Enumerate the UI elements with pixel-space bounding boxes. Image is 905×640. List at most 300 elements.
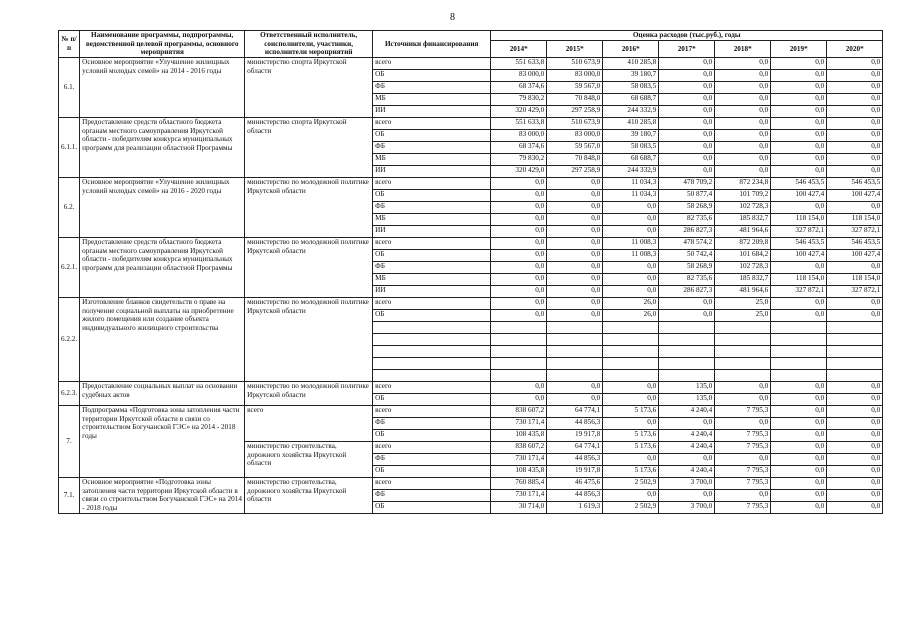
amount-cell: 0,0 [715, 57, 771, 69]
amount-cell: 25,0 [715, 297, 771, 309]
amount-cell: 19 917,8 [547, 465, 603, 477]
empty-cell [771, 357, 827, 369]
amount-cell: 0,0 [547, 381, 603, 393]
amount-cell: 410 285,8 [603, 117, 659, 129]
amount-cell: 0,0 [715, 489, 771, 501]
executor: министерство по молодежной политике Иркутской области [245, 381, 373, 405]
amount-cell: 44 856,3 [547, 489, 603, 501]
empty-cell [547, 321, 603, 333]
amount-cell: 79 830,2 [491, 93, 547, 105]
amount-cell: 7 795,3 [715, 465, 771, 477]
amount-cell: 25,0 [715, 309, 771, 321]
amount-cell: 185 832,7 [715, 213, 771, 225]
empty-cell [659, 369, 715, 381]
amount-cell: 244 332,9 [603, 165, 659, 177]
amount-cell: 0,0 [771, 429, 827, 441]
empty-cell [491, 345, 547, 357]
amount-cell: 0,0 [827, 405, 883, 417]
amount-cell: 510 673,9 [547, 117, 603, 129]
empty-cell [715, 369, 771, 381]
amount-cell: 0,0 [771, 417, 827, 429]
amount-cell: 0,0 [827, 465, 883, 477]
amount-cell: 0,0 [491, 189, 547, 201]
amount-cell: 11 008,3 [603, 249, 659, 261]
empty-cell [603, 321, 659, 333]
amount-cell: 0,0 [827, 261, 883, 273]
amount-cell: 0,0 [827, 105, 883, 117]
amount-cell: 0,0 [771, 477, 827, 489]
measure-name: Подпрограмма «Подготовка зоны затопления части территории Иркутской области в связи со строительством Богучанской ГЭС» на 2014 - 2018 годы [80, 405, 245, 477]
funding-source: ОБ [373, 429, 491, 441]
row-number: 6.2.2. [59, 297, 80, 381]
amount-cell: 0,0 [715, 165, 771, 177]
amount-cell: 44 856,3 [547, 417, 603, 429]
amount-cell: 0,0 [715, 453, 771, 465]
empty-cell [827, 333, 883, 345]
executor: министерство по молодежной политике Иркутской области [245, 177, 373, 237]
amount-cell: 44 856,3 [547, 453, 603, 465]
amount-cell: 4 240,4 [659, 429, 715, 441]
amount-cell: 0,0 [547, 393, 603, 405]
year-header: 2017* [659, 40, 715, 57]
funding-source: ОБ [373, 465, 491, 477]
header-num: № п/п [59, 31, 80, 58]
amount-cell: 0,0 [547, 249, 603, 261]
row-number: 6.2. [59, 177, 80, 237]
empty-cell [715, 357, 771, 369]
row-number: 7.1. [59, 477, 80, 513]
amount-cell: 838 607,2 [491, 405, 547, 417]
funding-source: МБ [373, 93, 491, 105]
amount-cell: 83 000,0 [547, 129, 603, 141]
amount-cell: 730 171,4 [491, 489, 547, 501]
amount-cell: 19 917,8 [547, 429, 603, 441]
amount-cell: 0,0 [491, 177, 547, 189]
amount-cell: 0,0 [771, 453, 827, 465]
amount-cell: 58 268,9 [659, 261, 715, 273]
table-row [59, 381, 883, 393]
amount-cell: 0,0 [659, 417, 715, 429]
empty-cell [547, 357, 603, 369]
amount-cell: 0,0 [771, 105, 827, 117]
amount-cell: 0,0 [827, 501, 883, 513]
year-header: 2015* [547, 40, 603, 57]
amount-cell: 0,0 [771, 201, 827, 213]
amount-cell: 0,0 [771, 465, 827, 477]
amount-cell: 0,0 [547, 297, 603, 309]
amount-cell: 0,0 [771, 141, 827, 153]
header-estimate: Оценка расходов (тыс.руб.), годы [491, 31, 883, 41]
amount-cell: 102 728,3 [715, 201, 771, 213]
empty-cell [827, 345, 883, 357]
funding-source: ИИ [373, 165, 491, 177]
amount-cell: 0,0 [827, 297, 883, 309]
year-header: 2014* [491, 40, 547, 57]
amount-cell: 0,0 [827, 489, 883, 501]
amount-cell: 64 774,1 [547, 441, 603, 453]
amount-cell: 101 684,2 [715, 249, 771, 261]
amount-cell: 320 429,0 [491, 165, 547, 177]
empty-cell [373, 357, 491, 369]
amount-cell: 0,0 [659, 57, 715, 69]
amount-cell: 320 429,0 [491, 105, 547, 117]
amount-cell: 0,0 [547, 189, 603, 201]
measure-name: Предоставление средств областного бюджета органам местного самоуправления Иркутской области - победителям конкурса муниципальных программ для реализации областной Программы [80, 237, 245, 297]
amount-cell: 82 735,6 [659, 213, 715, 225]
empty-cell [373, 321, 491, 333]
measure-name: Предоставление средств областного бюджета органам местного самоуправления Иркутской области - победителям конкурса муниципальных программ для реализации областной Программы [80, 117, 245, 177]
measure-name: Основное мероприятие «Улучшение жилищных условий молодых семей» на 2016 - 2020 годы [80, 177, 245, 237]
amount-cell: 297 258,9 [547, 105, 603, 117]
funding-source: всего [373, 441, 491, 453]
amount-cell: 0,0 [491, 381, 547, 393]
amount-cell: 478 574,2 [659, 237, 715, 249]
amount-cell: 0,0 [603, 213, 659, 225]
amount-cell: 82 735,6 [659, 273, 715, 285]
amount-cell: 0,0 [827, 93, 883, 105]
amount-cell: 510 673,9 [547, 57, 603, 69]
measure-name: Основное мероприятие «Подготовка зоны затопления части территории Иркутской области в связи со строительством Богучанской ГЭС» на 2014 - 2018 годы [80, 477, 245, 513]
amount-cell: 0,0 [491, 309, 547, 321]
table-row [59, 297, 883, 309]
header-row [59, 31, 883, 41]
amount-cell: 286 827,3 [659, 285, 715, 297]
table-row [59, 237, 883, 249]
funding-source: всего [373, 237, 491, 249]
amount-cell: 39 180,7 [603, 129, 659, 141]
amount-cell: 0,0 [771, 297, 827, 309]
amount-cell: 0,0 [771, 405, 827, 417]
table-row [59, 477, 883, 489]
amount-cell: 0,0 [771, 81, 827, 93]
funding-source: МБ [373, 153, 491, 165]
amount-cell: 4 240,4 [659, 465, 715, 477]
amount-cell: 83 000,0 [547, 69, 603, 81]
amount-cell: 1 619,3 [547, 501, 603, 513]
amount-cell: 872 234,8 [715, 177, 771, 189]
amount-cell: 0,0 [715, 81, 771, 93]
table-row [59, 177, 883, 189]
amount-cell: 297 258,9 [547, 165, 603, 177]
row-number: 6.1.1. [59, 117, 80, 177]
empty-cell [491, 333, 547, 345]
empty-cell [603, 357, 659, 369]
empty-cell [547, 369, 603, 381]
year-header: 2018* [715, 40, 771, 57]
measure-name: Предоставление социальных выплат на основании судебных актов [80, 381, 245, 405]
amount-cell: 30 714,0 [491, 501, 547, 513]
amount-cell: 0,0 [603, 417, 659, 429]
amount-cell: 118 154,0 [771, 273, 827, 285]
amount-cell: 0,0 [771, 165, 827, 177]
amount-cell: 0,0 [827, 129, 883, 141]
empty-cell [659, 333, 715, 345]
funding-source: всего [373, 297, 491, 309]
amount-cell: 3 700,0 [659, 501, 715, 513]
amount-cell: 3 700,0 [659, 477, 715, 489]
amount-cell: 0,0 [827, 81, 883, 93]
amount-cell: 68 688,7 [603, 93, 659, 105]
amount-cell: 0,0 [715, 129, 771, 141]
amount-cell: 0,0 [827, 141, 883, 153]
empty-cell [373, 345, 491, 357]
amount-cell: 70 848,0 [547, 93, 603, 105]
amount-cell: 0,0 [715, 117, 771, 129]
amount-cell: 46 475,6 [547, 477, 603, 489]
amount-cell: 0,0 [771, 117, 827, 129]
amount-cell: 0,0 [603, 201, 659, 213]
amount-cell: 0,0 [715, 69, 771, 81]
amount-cell: 0,0 [827, 393, 883, 405]
measure-name: Основное мероприятие «Улучшение жилищных условий молодых семей» на 2014 - 2016 годы [80, 57, 245, 117]
header-name: Наименование программы, подпрограммы, ведомственной целевой программы, основного мероприятия [80, 31, 245, 58]
amount-cell: 327 872,1 [771, 225, 827, 237]
amount-cell: 2 502,9 [603, 501, 659, 513]
empty-cell [603, 333, 659, 345]
funding-source: ОБ [373, 189, 491, 201]
funding-source: ФБ [373, 453, 491, 465]
funding-source: ФБ [373, 261, 491, 273]
amount-cell: 59 567,0 [547, 141, 603, 153]
amount-cell: 0,0 [547, 225, 603, 237]
amount-cell: 0,0 [491, 213, 547, 225]
empty-cell [827, 357, 883, 369]
empty-cell [659, 357, 715, 369]
amount-cell: 0,0 [659, 129, 715, 141]
amount-cell: 5 173,6 [603, 405, 659, 417]
amount-cell: 68 374,6 [491, 141, 547, 153]
amount-cell: 0,0 [659, 93, 715, 105]
empty-cell [715, 321, 771, 333]
amount-cell: 0,0 [827, 57, 883, 69]
amount-cell: 0,0 [603, 393, 659, 405]
amount-cell: 26,0 [603, 297, 659, 309]
amount-cell: 108 435,8 [491, 429, 547, 441]
table-row [59, 405, 883, 417]
amount-cell: 0,0 [771, 501, 827, 513]
amount-cell: 100 427,4 [827, 189, 883, 201]
amount-cell: 546 453,5 [827, 177, 883, 189]
amount-cell: 0,0 [659, 81, 715, 93]
amount-cell: 0,0 [491, 201, 547, 213]
amount-cell: 0,0 [659, 153, 715, 165]
amount-cell: 0,0 [827, 309, 883, 321]
amount-cell: 83 000,0 [491, 129, 547, 141]
empty-cell [603, 369, 659, 381]
empty-cell [547, 345, 603, 357]
executor: министерство спорта Иркутской области [245, 117, 373, 177]
amount-cell: 0,0 [659, 117, 715, 129]
amount-cell: 760 885,4 [491, 477, 547, 489]
funding-source: ФБ [373, 141, 491, 153]
amount-cell: 102 728,3 [715, 261, 771, 273]
amount-cell: 0,0 [491, 249, 547, 261]
amount-cell: 11 008,3 [603, 237, 659, 249]
empty-cell [659, 321, 715, 333]
amount-cell: 0,0 [715, 417, 771, 429]
amount-cell: 0,0 [659, 141, 715, 153]
funding-source: ИИ [373, 285, 491, 297]
amount-cell: 100 427,4 [827, 249, 883, 261]
amount-cell: 546 453,5 [771, 237, 827, 249]
amount-cell: 118 154,0 [771, 213, 827, 225]
funding-source: МБ [373, 213, 491, 225]
funding-source: ФБ [373, 489, 491, 501]
executor: министерство по молодежной политике Иркутской области [245, 297, 373, 381]
amount-cell: 286 827,3 [659, 225, 715, 237]
budget-table [58, 30, 883, 514]
amount-cell: 64 774,1 [547, 405, 603, 417]
executor: всего [245, 405, 373, 441]
funding-source: всего [373, 117, 491, 129]
row-number: 6.1. [59, 57, 80, 117]
amount-cell: 100 427,4 [771, 249, 827, 261]
amount-cell: 0,0 [547, 285, 603, 297]
measure-name: Изготовление бланков свидетельств о праве на получение социальной выплаты на приобретение жилого помещения или создание объекта индивидуального жилищного строительства [80, 297, 245, 381]
amount-cell: 7 795,3 [715, 477, 771, 489]
amount-cell: 101 709,2 [715, 189, 771, 201]
amount-cell: 0,0 [547, 237, 603, 249]
funding-source: ОБ [373, 501, 491, 513]
amount-cell: 0,0 [659, 297, 715, 309]
empty-cell [491, 369, 547, 381]
row-number: 6.2.1. [59, 237, 80, 297]
funding-source: ИИ [373, 105, 491, 117]
amount-cell: 0,0 [771, 69, 827, 81]
empty-cell [771, 369, 827, 381]
empty-cell [373, 369, 491, 381]
funding-source: ФБ [373, 417, 491, 429]
empty-cell [491, 321, 547, 333]
amount-cell: 0,0 [659, 69, 715, 81]
header-source: Источники финансирования [373, 31, 491, 58]
amount-cell: 838 607,2 [491, 441, 547, 453]
amount-cell: 50 877,4 [659, 189, 715, 201]
amount-cell: 481 964,6 [715, 225, 771, 237]
amount-cell: 410 285,8 [603, 57, 659, 69]
amount-cell: 0,0 [715, 393, 771, 405]
amount-cell: 0,0 [659, 453, 715, 465]
amount-cell: 0,0 [547, 309, 603, 321]
table-row [59, 57, 883, 69]
amount-cell: 0,0 [827, 417, 883, 429]
amount-cell: 0,0 [827, 153, 883, 165]
amount-cell: 0,0 [771, 57, 827, 69]
amount-cell: 0,0 [715, 105, 771, 117]
executor: министерство по молодежной политике Иркутской области [245, 237, 373, 297]
amount-cell: 68 374,6 [491, 81, 547, 93]
empty-cell [771, 333, 827, 345]
amount-cell: 0,0 [603, 381, 659, 393]
amount-cell: 0,0 [491, 285, 547, 297]
amount-cell: 11 034,3 [603, 189, 659, 201]
empty-cell [771, 321, 827, 333]
amount-cell: 0,0 [715, 381, 771, 393]
amount-cell: 0,0 [491, 237, 547, 249]
amount-cell: 83 000,0 [491, 69, 547, 81]
empty-cell [491, 357, 547, 369]
funding-source: ИИ [373, 225, 491, 237]
amount-cell: 0,0 [603, 285, 659, 297]
amount-cell: 58 083,5 [603, 81, 659, 93]
amount-cell: 0,0 [771, 261, 827, 273]
amount-cell: 0,0 [827, 201, 883, 213]
empty-cell [547, 333, 603, 345]
amount-cell: 0,0 [547, 261, 603, 273]
amount-cell: 546 453,5 [771, 177, 827, 189]
amount-cell: 0,0 [771, 393, 827, 405]
amount-cell: 0,0 [547, 201, 603, 213]
amount-cell: 70 848,0 [547, 153, 603, 165]
amount-cell: 730 171,4 [491, 417, 547, 429]
amount-cell: 481 964,6 [715, 285, 771, 297]
amount-cell: 79 830,2 [491, 153, 547, 165]
amount-cell: 0,0 [491, 273, 547, 285]
amount-cell: 0,0 [715, 141, 771, 153]
page-number: 8 [450, 12, 455, 23]
amount-cell: 4 240,4 [659, 441, 715, 453]
table-row [59, 117, 883, 129]
amount-cell: 68 688,7 [603, 153, 659, 165]
amount-cell: 0,0 [827, 477, 883, 489]
row-number: 7. [59, 405, 80, 477]
amount-cell: 551 633,8 [491, 117, 547, 129]
amount-cell: 0,0 [827, 381, 883, 393]
empty-cell [603, 345, 659, 357]
amount-cell: 0,0 [547, 177, 603, 189]
amount-cell: 11 034,3 [603, 177, 659, 189]
amount-cell: 0,0 [715, 93, 771, 105]
amount-cell: 5 173,6 [603, 441, 659, 453]
amount-cell: 551 633,8 [491, 57, 547, 69]
amount-cell: 0,0 [827, 429, 883, 441]
amount-cell: 0,0 [659, 309, 715, 321]
amount-cell: 546 453,5 [827, 237, 883, 249]
executor: министерство спорта Иркутской области [245, 57, 373, 117]
amount-cell: 135,0 [659, 393, 715, 405]
funding-source: всего [373, 177, 491, 189]
amount-cell: 0,0 [771, 153, 827, 165]
amount-cell: 50 742,4 [659, 249, 715, 261]
empty-cell [827, 321, 883, 333]
amount-cell: 872 209,8 [715, 237, 771, 249]
amount-cell: 26,0 [603, 309, 659, 321]
amount-cell: 0,0 [771, 309, 827, 321]
amount-cell: 327 872,1 [771, 285, 827, 297]
amount-cell: 7 795,3 [715, 441, 771, 453]
empty-cell [715, 333, 771, 345]
row-number: 6.2.3. [59, 381, 80, 405]
amount-cell: 0,0 [827, 117, 883, 129]
amount-cell: 7 795,3 [715, 501, 771, 513]
amount-cell: 118 154,0 [827, 213, 883, 225]
empty-cell [373, 333, 491, 345]
amount-cell: 0,0 [547, 213, 603, 225]
funding-source: всего [373, 381, 491, 393]
amount-cell: 5 173,6 [603, 465, 659, 477]
amount-cell: 0,0 [547, 273, 603, 285]
year-header: 2019* [771, 40, 827, 57]
funding-source: всего [373, 405, 491, 417]
amount-cell: 7 795,3 [715, 405, 771, 417]
amount-cell: 5 173,6 [603, 429, 659, 441]
amount-cell: 0,0 [771, 93, 827, 105]
amount-cell: 730 171,4 [491, 453, 547, 465]
amount-cell: 244 332,9 [603, 105, 659, 117]
amount-cell: 100 427,4 [771, 189, 827, 201]
funding-source: ФБ [373, 81, 491, 93]
amount-cell: 118 154,0 [827, 273, 883, 285]
